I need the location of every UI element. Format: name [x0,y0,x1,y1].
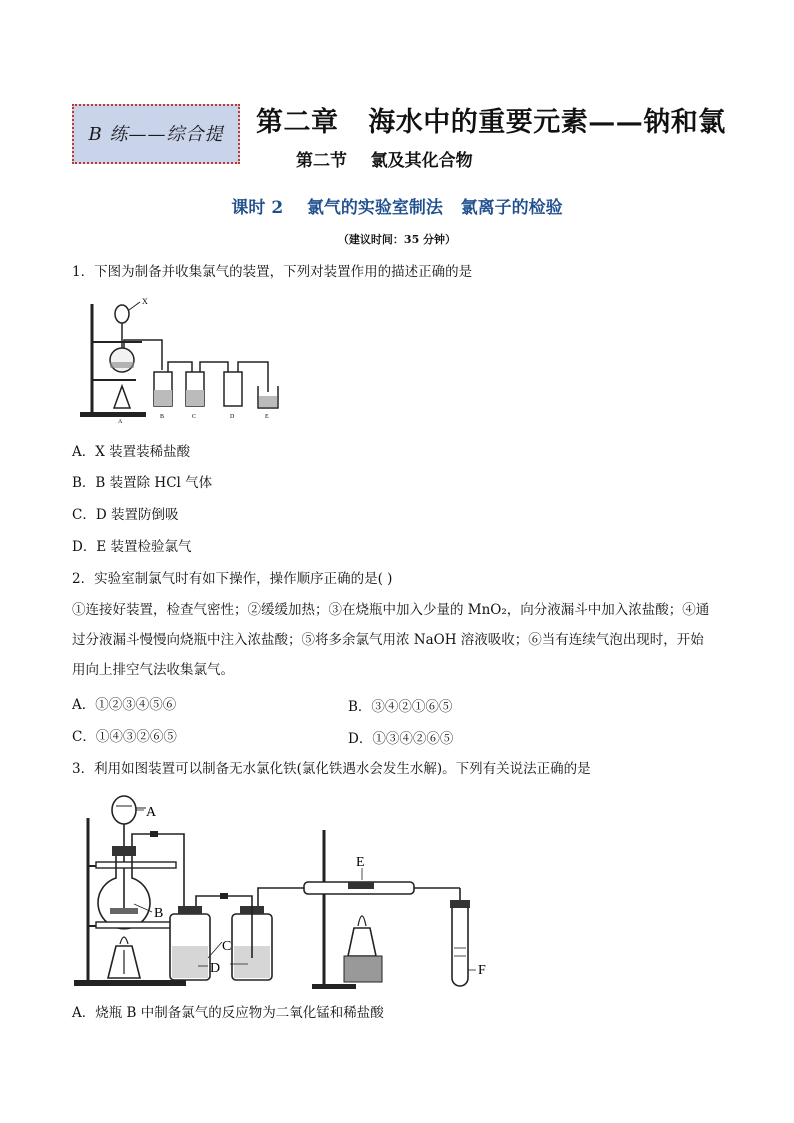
badge-label: B 练——综合提 [88,124,224,145]
q1-label-e: E [265,414,269,420]
funnel-a [112,796,136,824]
lesson-badge [72,104,240,164]
q2-body-line-2: 过分液漏斗慢慢向烧瓶中注入浓盐酸；⑤将多余氯气用浓 NaOH 溶液吸收；⑥当有连续气泡出现时，开始 [72,632,704,648]
burner [114,386,130,408]
q1-label-b: B [160,414,165,420]
bottle-d [224,372,242,406]
q2-option-a: A．①②③④⑤⑥ [72,697,177,713]
chapter-title: 第二章 海水中的重要元素——钠和氯 [256,107,726,138]
q1-option-c: C．D 装置防倒吸 [72,507,179,523]
q1-option-d: D．E 装置检验氯气 [72,539,192,555]
q3-label-c: C [222,939,232,954]
section-title: 第二节 氯及其化合物 [296,151,473,171]
q3-apparatus-figure [72,788,502,992]
q2-body-line-3: 用向上排空气法收集氯气。 [72,662,234,678]
q3-label-e: E [356,855,365,870]
q2-body-line-1: ①连接好装置，检查气密性；②缓缓加热；③在烧瓶中加入少量的 MnO₂，向分液漏斗中加入浓盐酸；④通 [72,602,710,618]
q3-label-b: B [154,906,164,921]
q2-body [72,595,722,685]
q2-stem: 2．实验室制氯气时有如下操作，操作顺序正确的是( ) [72,571,393,587]
q3-label-d: D [210,961,221,976]
q1-label-x: X [142,297,148,306]
flask-a [110,348,134,372]
q1-label-a: A [118,419,123,424]
q1-label-d: D [230,414,235,420]
q2-option-d: D．①③④②⑥⑤ [348,731,454,747]
q3-label-a: A [146,805,157,820]
q2-option-b: B．③④②①⑥⑤ [348,699,453,715]
stand-base [80,412,146,417]
q3-label-f: F [478,963,486,978]
test-tube-f [452,900,468,986]
q1-label-c: C [192,414,197,420]
time-hint: （建议时间：35 分钟） [337,233,457,246]
q1-stem: 1．下图为制备并收集氯气的装置，下列对装置作用的描述正确的是 [72,264,473,280]
left-stand-base [74,980,186,986]
q2-option-c: C．①④③②⑥⑤ [72,729,177,745]
q1-option-b: B．B 装置除 HCl 气体 [72,475,213,491]
lesson-title: 课时 2 氯气的实验室制法 氯离子的检验 [231,198,563,218]
burner-right [348,928,376,956]
funnel [115,305,129,323]
q1-option-a: A．X 装置装稀盐酸 [72,444,191,460]
q3-stem: 3．利用如图装置可以制备无水氯化铁(氯化铁遇水会发生水解)。下列有关说法正确的是 [72,761,591,777]
q3-option-a: A．烧瓶 B 中制备氯气的反应物为二氧化锰和稀盐酸 [72,1005,384,1021]
q1-apparatus-figure [72,296,284,424]
flask-stopper [112,846,136,856]
